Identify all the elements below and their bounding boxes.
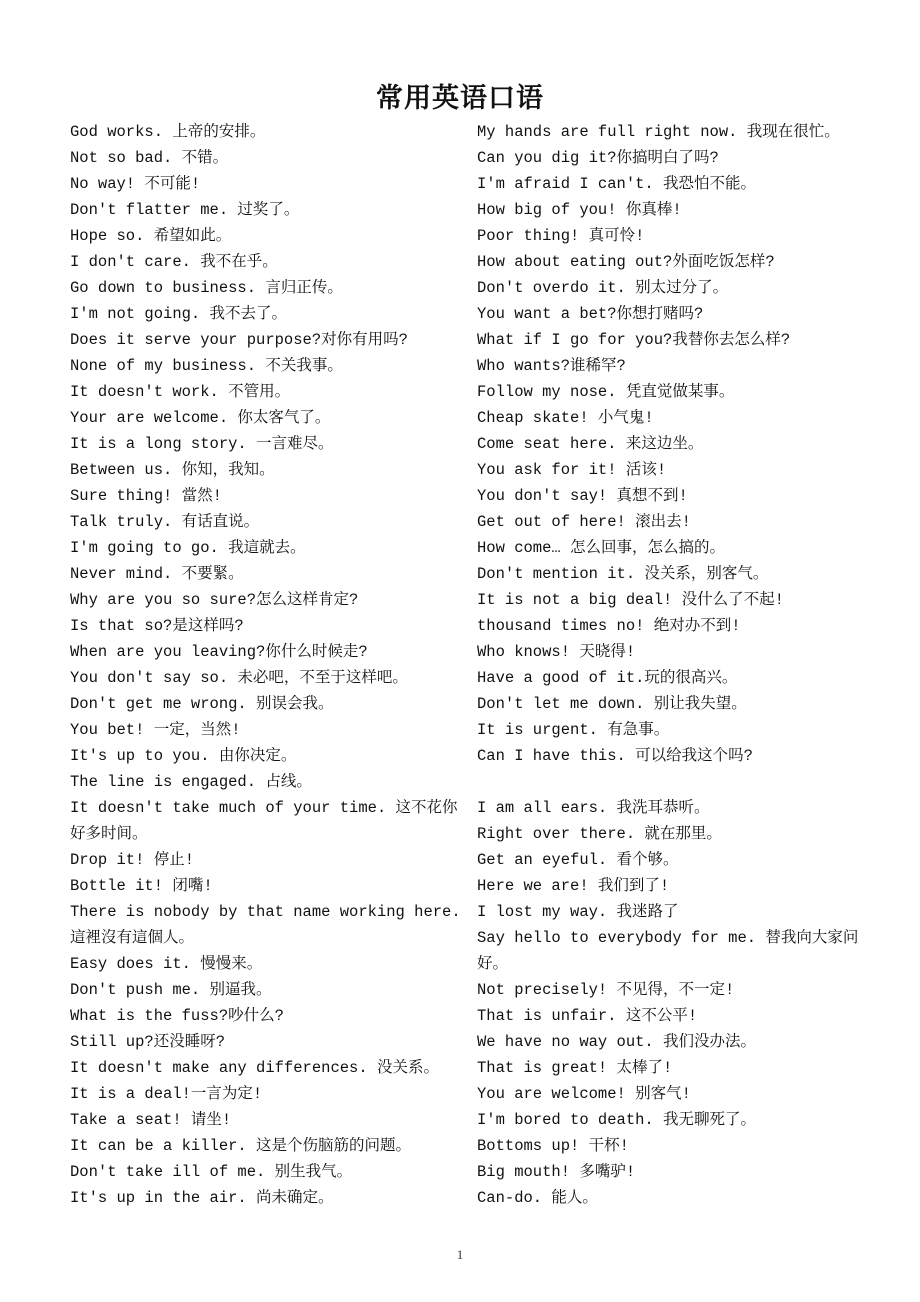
phrase-line: You ask for it! 活该! xyxy=(477,461,667,479)
right-column xyxy=(477,119,877,1211)
phrase-line: It's up in the air. 尚未确定。 xyxy=(70,1189,334,1207)
phrase-line: Bottle it! 闭嘴! xyxy=(70,877,213,895)
phrase-line: We have no way out. 我们没办法。 xyxy=(477,1033,757,1051)
phrase-line: It is a deal!一言为定! xyxy=(70,1085,263,1103)
phrase-line: Right over there. 就在那里。 xyxy=(477,825,722,843)
phrase-line: Between us. 你知，我知。 xyxy=(70,461,275,479)
phrase-line: Don't take ill of me. 别生我气。 xyxy=(70,1163,353,1181)
phrase-line: Don't overdo it. 别太过分了。 xyxy=(477,279,729,297)
phrase-line: It can be a killer. 这是个伤脑筋的问题。 xyxy=(70,1137,412,1155)
phrase-line: Who knows! 天晓得! xyxy=(477,643,636,661)
phrase-line: It's up to you. 由你决定。 xyxy=(70,747,297,765)
phrase-line: God works. 上帝的安排。 xyxy=(70,123,266,141)
phrase-line: Big mouth! 多嘴驴! xyxy=(477,1163,636,1181)
page-title: 常用英语口语 xyxy=(376,83,544,114)
phrase-line: Don't let me down. 别让我失望。 xyxy=(477,695,747,713)
phrase-line: No way! 不可能! xyxy=(70,175,201,193)
phrase-line: You want a bet?你想打赌吗? xyxy=(477,305,704,323)
phrase-line: How come… 怎么回事，怎么搞的。 xyxy=(477,539,726,557)
phrase-line: What is the fuss?吵什么? xyxy=(70,1007,284,1025)
phrase-line: Take a seat! 请坐! xyxy=(70,1111,232,1129)
phrase-line: Get out of here! 滚出去! xyxy=(477,513,691,531)
phrase-line: Does it serve your purpose?对你有用吗? xyxy=(70,331,408,349)
phrase-line: Talk truly. 有话直说。 xyxy=(70,513,260,531)
phrase-line: What if I go for you?我替你去怎么样? xyxy=(477,331,791,349)
phrase-line: That is unfair. 这不公平! xyxy=(477,1007,698,1025)
phrase-line: I'm not going. 我不去了。 xyxy=(70,305,288,323)
phrase-line: thousand times no! 绝对办不到! xyxy=(477,617,741,635)
left-column xyxy=(70,119,470,1211)
phrase-line: Can you dig it?你搞明白了吗? xyxy=(477,149,719,167)
phrase-line: Easy does it. 慢慢来。 xyxy=(70,955,263,973)
phrase-line: Don't mention it. 没关系，别客气。 xyxy=(477,565,769,583)
phrase-line: Have a good of it.玩的很高兴。 xyxy=(477,669,738,687)
phrase-line: It doesn't take much of your time. 这不花你好多时间。 xyxy=(70,799,458,843)
phrase-line: Your are welcome. 你太客气了。 xyxy=(70,409,331,427)
right-column-part-2 xyxy=(477,795,877,1211)
blank-line xyxy=(477,769,877,795)
phrase-line: You don't say! 真想不到! xyxy=(477,487,688,505)
phrase-line: I am all ears. 我洗耳恭听。 xyxy=(477,799,710,817)
phrase-line: There is nobody by that name working here. 這裡沒有這個人。 xyxy=(70,903,461,947)
phrase-line: It doesn't make any differences. 没关系。 xyxy=(70,1059,439,1077)
phrase-line: Poor thing! 真可怜! xyxy=(477,227,645,245)
phrase-line: When are you leaving?你什么时候走? xyxy=(70,643,368,661)
phrase-line: It is not a big deal! 没什么了不起! xyxy=(477,591,784,609)
phrase-line: Who wants?谁稀罕? xyxy=(477,357,626,375)
phrase-line: I'm bored to death. 我无聊死了。 xyxy=(477,1111,757,1129)
phrase-line: Can I have this. 可以给我这个吗? xyxy=(477,747,753,765)
phrase-line: Get an eyeful. 看个够。 xyxy=(477,851,679,869)
phrase-line: You bet! 一定，当然! xyxy=(70,721,241,739)
phrase-line: How big of you! 你真棒! xyxy=(477,201,682,219)
phrase-line: Go down to business. 言归正传。 xyxy=(70,279,343,297)
phrase-line: You don't say so. 未必吧，不至于这样吧。 xyxy=(70,669,408,687)
phrase-line: Don't push me. 别逼我。 xyxy=(70,981,272,999)
phrase-line: Say hello to everybody for me. 替我向大家问好。 xyxy=(477,929,859,973)
phrase-line: Sure thing! 當然! xyxy=(70,487,222,505)
phrase-line: Hope so. 希望如此。 xyxy=(70,227,232,245)
phrase-line: None of my business. 不关我事。 xyxy=(70,357,343,375)
phrase-line: It doesn't work. 不管用。 xyxy=(70,383,291,401)
phrase-line: Is that so?是这样吗? xyxy=(70,617,244,635)
phrase-line: Here we are! 我们到了! xyxy=(477,877,670,895)
phrase-line: Still up?还没睡呀? xyxy=(70,1033,226,1051)
phrase-line: Don't flatter me. 过奖了。 xyxy=(70,201,300,219)
phrase-line: Drop it! 停止! xyxy=(70,851,195,869)
phrase-line: Never mind. 不要緊。 xyxy=(70,565,244,583)
phrase-line: I don't care. 我不在乎。 xyxy=(70,253,278,271)
phrase-line: Not so bad. 不错。 xyxy=(70,149,229,167)
phrase-line: Can-do. 能人。 xyxy=(477,1189,598,1207)
phrase-line: I lost my way. 我迷路了 xyxy=(477,903,679,921)
phrase-line: Cheap skate! 小气鬼! xyxy=(477,409,654,427)
phrase-line: The line is engaged. 占线。 xyxy=(70,773,312,791)
phrase-line: Not precisely! 不见得，不一定! xyxy=(477,981,735,999)
phrase-line: My hands are full right now. 我现在很忙。 xyxy=(477,123,840,141)
phrase-line: It is a long story. 一言难尽。 xyxy=(70,435,334,453)
phrase-line: I'm going to go. 我這就去。 xyxy=(70,539,306,557)
phrase-line: Come seat here. 来这边坐。 xyxy=(477,435,704,453)
phrase-line: How about eating out?外面吃饭怎样? xyxy=(477,253,775,271)
right-column-part-1 xyxy=(477,119,877,769)
phrase-line: It is urgent. 有急事。 xyxy=(477,721,670,739)
phrase-line: Why are you so sure?怎么这样肯定? xyxy=(70,591,359,609)
phrase-line: Bottoms up! 干杯! xyxy=(477,1137,629,1155)
phrase-line: That is great! 太棒了! xyxy=(477,1059,673,1077)
page-number: 1 xyxy=(456,1247,464,1262)
phrase-line: I'm afraid I can't. 我恐怕不能。 xyxy=(477,175,757,193)
phrase-line: Follow my nose. 凭直觉做某事。 xyxy=(477,383,735,401)
phrase-line: You are welcome! 别客气! xyxy=(477,1085,691,1103)
phrase-line: Don't get me wrong. 别误会我。 xyxy=(70,695,334,713)
